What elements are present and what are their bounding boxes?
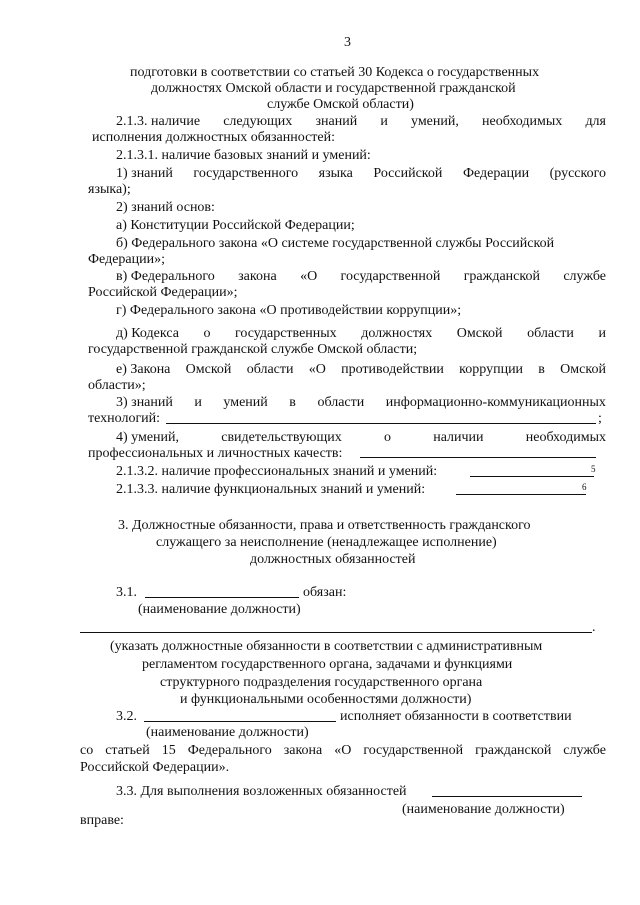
p32-position-blank [144, 721, 336, 722]
item2-b-line-1: б) Федерального закона «О системе государственной службы Российской [116, 236, 555, 251]
item2-e-line-1 [116, 361, 606, 379]
intro-line-3: службе Омской области) [267, 97, 414, 112]
word: области [527, 326, 574, 341]
word: Российской [373, 166, 443, 181]
word: коррупции [459, 362, 524, 377]
word: государственной [363, 743, 464, 758]
word: в [538, 362, 545, 377]
item3-end: ; [598, 411, 602, 426]
intro-line-2: должностях Омской области и государственной гражданской [151, 81, 516, 96]
word: в [289, 395, 296, 410]
vprave: вправе: [80, 813, 124, 828]
word: в) Федерального [116, 269, 215, 284]
word: 15 [161, 743, 176, 758]
footnote-5: 5 [591, 464, 596, 474]
item4-blank [360, 457, 596, 458]
p33-caption: (наименование должности) [402, 802, 565, 817]
word: д) Кодекса [116, 326, 179, 341]
s2133: 2.1.3.3. наличие функциональных знаний и умений: [116, 482, 426, 497]
item3-line-1 [116, 394, 606, 412]
footnote-6: 6 [582, 482, 587, 492]
p33-text: 3.3. Для выполнения возложенных обязанностей [116, 784, 407, 799]
item2-d-line-2: государственной гражданской службе Омской области; [88, 342, 418, 357]
word: свидетельствующих [221, 430, 342, 445]
section3-title-line-3: должностных обязанностей [250, 552, 416, 567]
p31-duties-blank [80, 632, 592, 633]
word: умений, [411, 114, 459, 129]
item4-line-2: профессиональных и личностных качеств: [88, 446, 343, 461]
word: гражданской [463, 269, 540, 284]
word: Омской [185, 362, 232, 377]
s213-line-2: исполнения должностных обязанностей: [92, 130, 336, 145]
word: необходимых [482, 114, 563, 129]
word: о [203, 326, 211, 341]
p32-caption: (наименование должности) [146, 725, 309, 740]
intro-line-1: подготовки в соответствии со статьей 30 Кодекса о государственных [130, 65, 540, 80]
item2-a: а) Конституции Российской Федерации; [116, 218, 355, 233]
word: области [246, 362, 294, 377]
word: следующих [223, 114, 293, 129]
word: наличии [433, 430, 484, 445]
item3-blank [166, 423, 596, 424]
item3-line-2: технологий: [88, 411, 161, 426]
word: и [194, 395, 202, 410]
word: 1) знаний [116, 166, 173, 181]
section3-title-line-2: служащего за неисполнение (ненадлежащее исполнение) [156, 535, 497, 550]
word: гражданской [475, 743, 552, 758]
s2132-blank [470, 476, 594, 477]
word: противодействии [341, 362, 444, 377]
word: «О [308, 362, 326, 377]
p31-obliged: обязан: [303, 585, 347, 600]
item1-line-1 [116, 165, 606, 183]
p32-line-3: Российской Федерации». [80, 760, 230, 775]
word: закона [238, 269, 277, 284]
p31-number: 3.1. [116, 585, 137, 600]
note-line-3: структурного подразделения государственного органа [160, 675, 483, 690]
word: должностях [361, 326, 433, 341]
note-line-1: (указать должностные обязанности в соответствии с административным [110, 639, 543, 654]
s2133-blank [456, 494, 586, 495]
word: государственных [234, 326, 337, 341]
word: и [380, 114, 388, 129]
word: 2.1.3. наличие [116, 114, 201, 129]
p31-position-blank [145, 597, 299, 598]
p32-text: исполняет обязанности в соответствии [340, 709, 572, 724]
word: службе [563, 743, 606, 758]
word: 3) знаний [116, 395, 173, 410]
word: Федерального [187, 743, 272, 758]
word: для [585, 114, 606, 129]
item2-b-line-2: Федерации»; [88, 252, 166, 267]
word: о [384, 430, 391, 445]
p33-position-blank [432, 796, 582, 797]
p31-caption: (наименование должности) [138, 602, 301, 617]
section3-title-line-1: 3. Должностные обязанности, права и ответственность гражданского [118, 518, 531, 533]
word: службе [563, 269, 606, 284]
word: со [80, 743, 94, 758]
item2-e-line-2: области»; [88, 378, 146, 393]
word: государственного [193, 166, 299, 181]
s2132: 2.1.3.2. наличие профессиональных знаний и умений: [116, 464, 438, 479]
word: 4) умений, [116, 430, 180, 445]
item2-g: г) Федерального закона «О противодействии коррупции»; [116, 303, 462, 318]
word: Омской [456, 326, 503, 341]
item2: 2) знаний основ: [116, 200, 215, 215]
item2-v-line-2: Российской Федерации»; [88, 285, 238, 300]
word: закона [283, 743, 323, 758]
p32-number: 3.2. [116, 709, 137, 724]
page-number: 3 [344, 35, 351, 50]
word: е) Закона [116, 362, 171, 377]
word: «О [300, 269, 318, 284]
word: «О [334, 743, 352, 758]
word: знаний [315, 114, 358, 129]
item1-line-2: языка); [88, 182, 131, 197]
note-line-4: и функциональными особенностями должности) [180, 692, 472, 707]
word: Омской [560, 362, 606, 377]
word: информационно-коммуникационных [385, 395, 606, 410]
word: и [598, 326, 606, 341]
p32-line-2 [80, 742, 606, 760]
s2131-heading: 2.1.3.1. наличие базовых знаний и умений: [116, 148, 371, 163]
word: языка [318, 166, 353, 181]
word: умений [223, 395, 268, 410]
word: необходимых [525, 430, 606, 445]
word: статьей [105, 743, 150, 758]
word: (русского [549, 166, 606, 181]
p31-duties-dot: . [592, 620, 596, 635]
word: государственной [340, 269, 441, 284]
word: Федерации [462, 166, 530, 181]
note-line-2: регламентом государственного органа, задачами и функциями [142, 657, 513, 672]
word: области [317, 395, 365, 410]
